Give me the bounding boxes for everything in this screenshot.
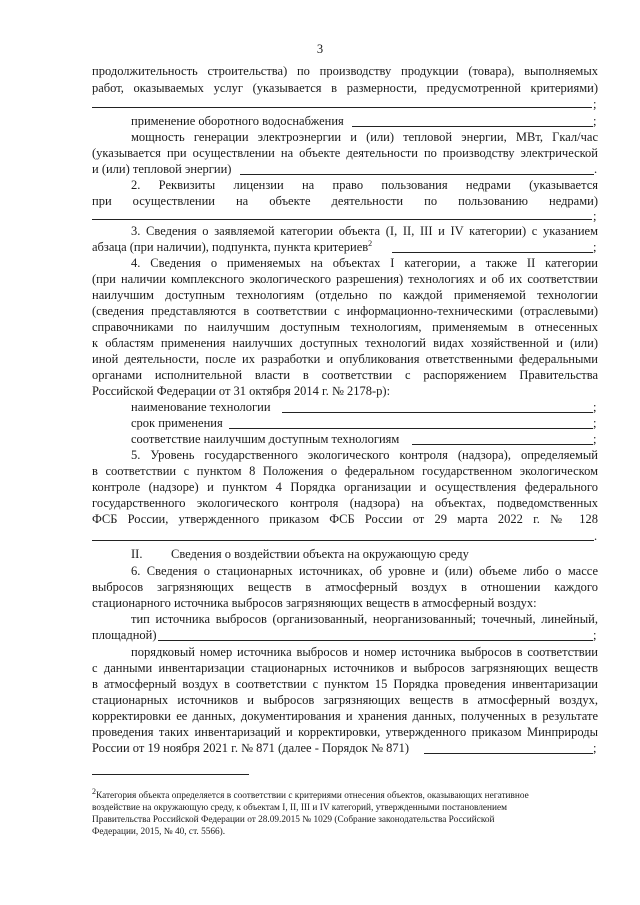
s4-line-1: 4. Сведения о применяемых на объектах I категории, а также II категории — [131, 256, 598, 270]
footnote-separator — [92, 774, 249, 775]
s6-line-4: тип источника выбросов (организованный, неорганизованный; точечный, линейный, — [131, 612, 598, 626]
s3-line-2-end: ; — [593, 240, 597, 254]
tech-name-fill-line — [282, 412, 593, 413]
s6-p2-end: ; — [593, 741, 597, 755]
tech-name-end: ; — [593, 400, 597, 414]
s3-line-1: 3. Сведения о заявляемой категории объекта (I, II, III и IV категории) с указанием — [131, 224, 598, 238]
s5-line-6-end: . — [594, 529, 598, 543]
s4-line-4: (сведения представляются в соответствии с информационно-техническими (отраслевыми) — [92, 304, 598, 318]
tech-period-fill-line — [229, 428, 593, 429]
s4-line-3: наилучшим доступным технологиям (отдельно по каждой применяемой технологии — [92, 288, 598, 302]
footnote-mark: 2 — [92, 786, 96, 796]
s6-p2-line-3: в атмосферный воздух в соответствии с пунктом 15 Порядка проведения инвентаризации — [92, 677, 598, 691]
s4-line-7: иной деятельности, после их разработки и опубликования ответственными федеральными — [92, 352, 598, 366]
s5-fill-line — [92, 540, 594, 541]
footnote-line-1-text: Категория объекта определяется в соответствии с критериями отнесения объектов, оказывающих негативное — [96, 791, 529, 801]
power-line-1: мощность генерации электроэнергии и (или) тепловой энергии, МВт, Гкал/час — [131, 130, 598, 144]
power-line-3: и (или) тепловой энергии) — [92, 162, 232, 176]
tech-period-label: срок применения — [131, 416, 223, 430]
s6-line-1: 6. Сведения о стационарных источниках, об уровне и (или) объеме либо о массе — [131, 564, 598, 578]
s5-line-1: 5. Уровень государственного экологического контроля (надзора), определяемый — [131, 448, 598, 462]
footnote-line-4: Федерации, 2015, № 40, ст. 5566). — [92, 827, 226, 837]
water-fill-line — [352, 126, 593, 127]
s3-line-2 — [92, 239, 372, 255]
section-2-number: II. — [131, 547, 143, 561]
power-line-3-end: . — [594, 162, 598, 176]
s6-line-5-end: ; — [593, 628, 597, 642]
tech-name-label: наименование технологии — [131, 400, 271, 414]
tech-compliance-fill-line — [412, 444, 593, 445]
power-line-2: (указывается при осуществлении на объекте деятельности по производству электрической — [92, 146, 598, 160]
s6-p2-line-2: с данными инвентаризации стационарных источников и выбросов загрязняющих веществ — [92, 661, 598, 675]
s6-line-3: стационарного источника выбросов загрязняющих веществ в атмосферный воздух: — [92, 596, 537, 610]
s5-line-2: в соответствии с пунктом 8 Положения о федеральном государственном экологическом — [92, 464, 598, 478]
page-number: 3 — [316, 42, 324, 56]
s6-p2-line-5: корректировки ее данных, документирования и хранения данных, полученных в результате — [92, 709, 598, 723]
s6-source-type-fill-line — [158, 640, 593, 641]
power-fill-line — [240, 174, 594, 175]
section-2-title: Сведения о воздействии объекта на окружающую среду — [171, 547, 469, 561]
s6-p2-line-7: России от 19 ноября 2021 г. № 871 (далее - Порядок № 871) — [92, 741, 410, 755]
s4-line-5: справочниками по наилучшим доступным технологиям, применяемым в отнесенных — [92, 320, 598, 334]
s2-line-3-end: ; — [593, 209, 597, 223]
s5-line-5: ФСБ России, утвержденного приказом ФСБ России от 29 марта 2022 г. № 128 — [92, 512, 598, 526]
s5-line-4: государственного экологического контроля (надзора) на объектах, подведомственных — [92, 496, 598, 510]
s2-line-1: 2. Реквизиты лицензии на право пользования недрами (указывается — [131, 178, 598, 192]
s6-p2-line-4: стационарных источников и выбросов загрязняющих веществ в атмосферный воздух, — [92, 693, 598, 707]
intro-line-2: работ, оказываемых услуг (указывается в размерности, предусмотренной критериями) — [92, 81, 598, 95]
tech-compliance-label: соответствие наилучшим доступным технологиям — [131, 432, 400, 446]
s3-fill-line — [392, 252, 593, 253]
s6-p2-line-1: порядковый номер источника выбросов и номер источника выбросов в соответствии — [131, 645, 598, 659]
s6-line-5: площадной) — [92, 628, 157, 642]
tech-period-end: ; — [593, 416, 597, 430]
s4-line-8: органами исполнительной власти в соответствии с распоряжением Правительства — [92, 368, 598, 382]
footnote-line-3: Правительства Российской Федерации от 28.09.2015 № 1029 (Собрание законодательства Российской — [92, 815, 495, 825]
s3-line-2-text: абзаца (при наличии), подпункта, пункта критериев — [92, 240, 369, 254]
s4-line-2: (при наличии комплексного экологического разрешения) технологиях и об их соответствии — [92, 272, 598, 286]
footnote-ref: 2 — [368, 238, 373, 248]
s6-line-2: выбросов загрязняющих веществ в атмосферный воздух в отношении каждого — [92, 580, 598, 594]
s5-line-3: контроле (надзоре) и пунктом 4 Порядка организации и осуществления федерального — [92, 480, 598, 494]
intro-line-1: продолжительность строительства) по производству продукции (товара), выполняемых — [92, 64, 598, 78]
footnote-line-2: воздействие на окружающую среду, к объектам I, II, III и IV категорий, утвержденными постановлением — [92, 803, 508, 813]
footnote-line-1 — [92, 786, 529, 802]
water-label: применение оборотного водоснабжения — [131, 114, 344, 128]
fill-line — [92, 107, 592, 108]
tech-compliance-end: ; — [593, 432, 597, 446]
water-end: ; — [593, 114, 597, 128]
s4-line-6: к областям применения наилучших доступных технологий видах хозяйственной и (или) — [92, 336, 598, 350]
s6-p2-fill-line — [424, 753, 593, 754]
s2-line-2: при осуществлении на объекте деятельности по пользованию недрами) — [92, 194, 598, 208]
intro-line-3-end: ; — [593, 97, 597, 111]
s4-line-9: Российской Федерации от 31 октября 2014 г. № 2178-р): — [92, 384, 391, 398]
s2-fill-line — [92, 219, 592, 220]
s6-p2-line-6: проведения таких инвентаризаций и корректировки, утвержденного приказом Минприроды — [92, 725, 598, 739]
